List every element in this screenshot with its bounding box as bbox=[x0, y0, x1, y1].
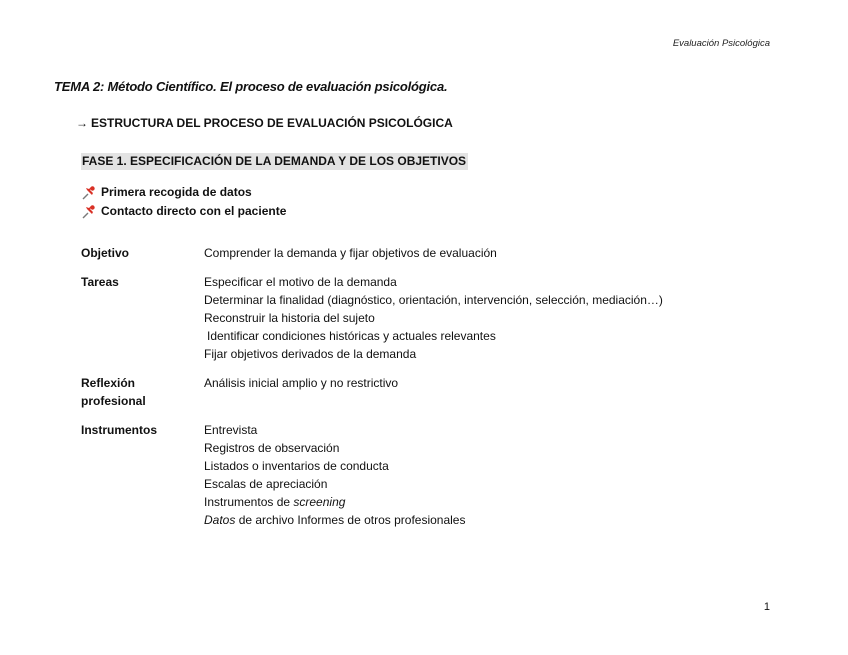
archivo-rest: de archivo Informes de otros profesionales bbox=[235, 513, 466, 527]
row-value: Especificar el motivo de la demanda bbox=[204, 275, 397, 289]
row-value: Listados o inventarios de conducta bbox=[204, 459, 389, 473]
row-objetivo bbox=[81, 244, 663, 262]
pushpin-icon bbox=[81, 205, 97, 219]
row-label bbox=[81, 374, 204, 410]
row-label: Objetivo bbox=[81, 246, 130, 260]
row-value-screening bbox=[204, 493, 465, 511]
row-value: Identificar condiciones históricas y actuales relevantes bbox=[207, 329, 496, 343]
row-value: Análisis inicial amplio y no restrictivo bbox=[204, 376, 399, 390]
row-value-archivo bbox=[204, 511, 465, 529]
row-value: Entrevista bbox=[204, 423, 258, 437]
row-reflexion bbox=[81, 374, 663, 410]
row-label-line: Reflexión bbox=[81, 376, 136, 390]
key-point-text: Primera recogida de datos bbox=[101, 185, 252, 199]
row-value: Comprender la demanda y fijar objetivos de evaluación bbox=[204, 246, 497, 260]
row-value: Determinar la finalidad (diagnóstico, orientación, intervención, selección, mediación…) bbox=[204, 293, 663, 307]
row-label: Instrumentos bbox=[81, 423, 158, 437]
page-number: 1 bbox=[763, 601, 770, 613]
row-value: Registros de observación bbox=[204, 441, 340, 455]
row-values bbox=[204, 273, 663, 363]
pushpin-icon bbox=[81, 186, 97, 200]
section-heading-text: ESTRUCTURA DEL PROCESO DE EVALUACIÓN PSICOLÓGICA bbox=[91, 116, 453, 130]
row-value: Reconstruir la historia del sujeto bbox=[204, 311, 375, 325]
row-values bbox=[204, 421, 465, 529]
row-values bbox=[204, 244, 497, 262]
page-title: TEMA 2: Método Científico. El proceso de evaluación psicológica. bbox=[54, 79, 448, 94]
key-point bbox=[81, 202, 286, 221]
key-point bbox=[81, 183, 286, 202]
phase-table bbox=[81, 244, 663, 540]
section-heading bbox=[76, 116, 453, 130]
key-point-text: Contacto directo con el paciente bbox=[101, 204, 287, 218]
screening-prefix: Instrumentos de bbox=[204, 495, 294, 509]
row-label: Tareas bbox=[81, 275, 119, 289]
key-points bbox=[81, 183, 286, 221]
archivo-emphasis: Datos bbox=[204, 513, 236, 527]
running-header: Evaluación Psicológica bbox=[672, 38, 770, 49]
phase-heading: FASE 1. ESPECIFICACIÓN DE LA DEMANDA Y DE LOS OBJETIVOS bbox=[82, 154, 467, 168]
row-tareas bbox=[81, 273, 663, 363]
row-values bbox=[204, 374, 398, 410]
arrow-icon: → bbox=[76, 116, 88, 130]
row-label-line: profesional bbox=[81, 394, 146, 408]
row-value: Fijar objetivos derivados de la demanda bbox=[204, 347, 417, 361]
screening-emphasis: screening bbox=[293, 495, 346, 509]
row-instrumentos bbox=[81, 421, 663, 529]
row-value: Escalas de apreciación bbox=[204, 477, 328, 491]
